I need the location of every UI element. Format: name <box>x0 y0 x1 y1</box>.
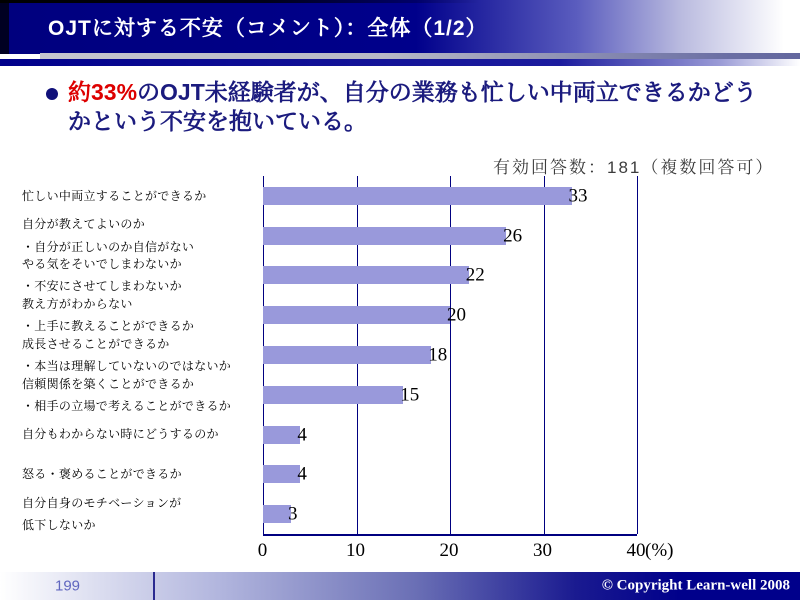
title-bar-left-edge <box>0 0 9 54</box>
category-label-line: 怒る・褒めることができるか <box>22 467 182 482</box>
valid-responses-note: 有効回答数：181（複数回答可） <box>493 158 775 177</box>
category-label <box>22 375 260 415</box>
bar <box>263 227 506 245</box>
category-label <box>22 295 260 335</box>
category-label-line: 信頼関係を築くことができるか <box>22 376 195 391</box>
gridline <box>544 176 545 534</box>
category-label <box>22 256 260 296</box>
bar-value-label: 4 <box>297 463 307 485</box>
category-label-line: ・自分が正しいのか自信がない <box>22 239 195 254</box>
category-label-line: 成長させることができるか <box>22 336 170 351</box>
bar <box>263 187 572 205</box>
bar-value-label: 22 <box>465 264 485 286</box>
title-bar-top-edge <box>0 0 480 3</box>
category-label-line: 教え方がわからない <box>22 297 133 311</box>
bar <box>263 426 300 444</box>
category-label-line: 自分自身のモチベーションが <box>22 495 182 510</box>
category-label-line: ・相手の立場で考えることができるか <box>22 398 232 413</box>
category-label-line: ・本当は理解していないのではないか <box>22 358 232 373</box>
category-label <box>22 415 260 455</box>
plot-area <box>263 176 637 536</box>
x-tick-label: 40 <box>626 540 646 561</box>
gridline <box>637 176 638 534</box>
category-label-line: 低下しないか <box>22 518 96 533</box>
x-tick-label: 30 <box>533 540 553 561</box>
bar-value-label: 3 <box>288 503 298 525</box>
category-label-line: ・不安にさせてしまわないか <box>22 279 182 294</box>
category-labels <box>22 176 260 534</box>
category-label <box>22 494 260 534</box>
bar-value-label: 26 <box>503 225 523 247</box>
category-label-line: 自分が教えてよいのか <box>22 217 146 232</box>
category-label <box>22 216 260 256</box>
summary-line2: かという不安を抱いている。 <box>68 108 367 135</box>
summary-highlight: 約33% <box>68 79 138 105</box>
x-axis-unit-label: (%) <box>645 540 674 561</box>
title-bar <box>0 0 800 54</box>
bar-value-label: 15 <box>400 384 420 406</box>
x-tick-label: 0 <box>257 540 268 561</box>
page-number: 199 <box>55 577 81 595</box>
category-label-line: 自分もわからない時にどうするのか <box>22 427 219 442</box>
bar-value-label: 20 <box>447 304 466 326</box>
page-title: OJTに対する不安（コメント）：全体（1/2） <box>48 17 488 40</box>
category-label-line: ・上手に教えることができるか <box>22 319 195 334</box>
bar-value-label: 4 <box>297 424 307 446</box>
bar <box>263 465 300 483</box>
bar-value-label: 33 <box>568 185 588 207</box>
category-label <box>22 454 260 494</box>
bar <box>263 386 403 404</box>
summary-line1: のOJT未経験者が、自分の業務も忙しい中両立できるかどう <box>137 79 757 105</box>
bar <box>263 266 469 284</box>
category-label <box>22 335 260 375</box>
header-blue-strip <box>0 59 800 66</box>
category-label-line: 忙しい中両立することができるか <box>22 188 207 203</box>
summary-bullet-block <box>46 78 776 137</box>
bar <box>263 346 431 364</box>
footer-bar <box>0 572 800 600</box>
bar <box>263 306 450 324</box>
bar-value-label: 18 <box>428 344 448 366</box>
x-tick-label: 20 <box>439 540 459 561</box>
category-label <box>22 176 260 216</box>
summary-text <box>68 78 776 137</box>
category-label-line: やる気をそいでしまわないか <box>22 257 182 272</box>
x-axis <box>257 538 674 566</box>
bar <box>263 505 291 523</box>
x-tick-label: 10 <box>346 540 366 561</box>
copyright-text: © Copyright Learn-well 2008 <box>601 577 790 594</box>
footer-divider <box>153 572 155 600</box>
bullet-icon <box>46 88 58 100</box>
